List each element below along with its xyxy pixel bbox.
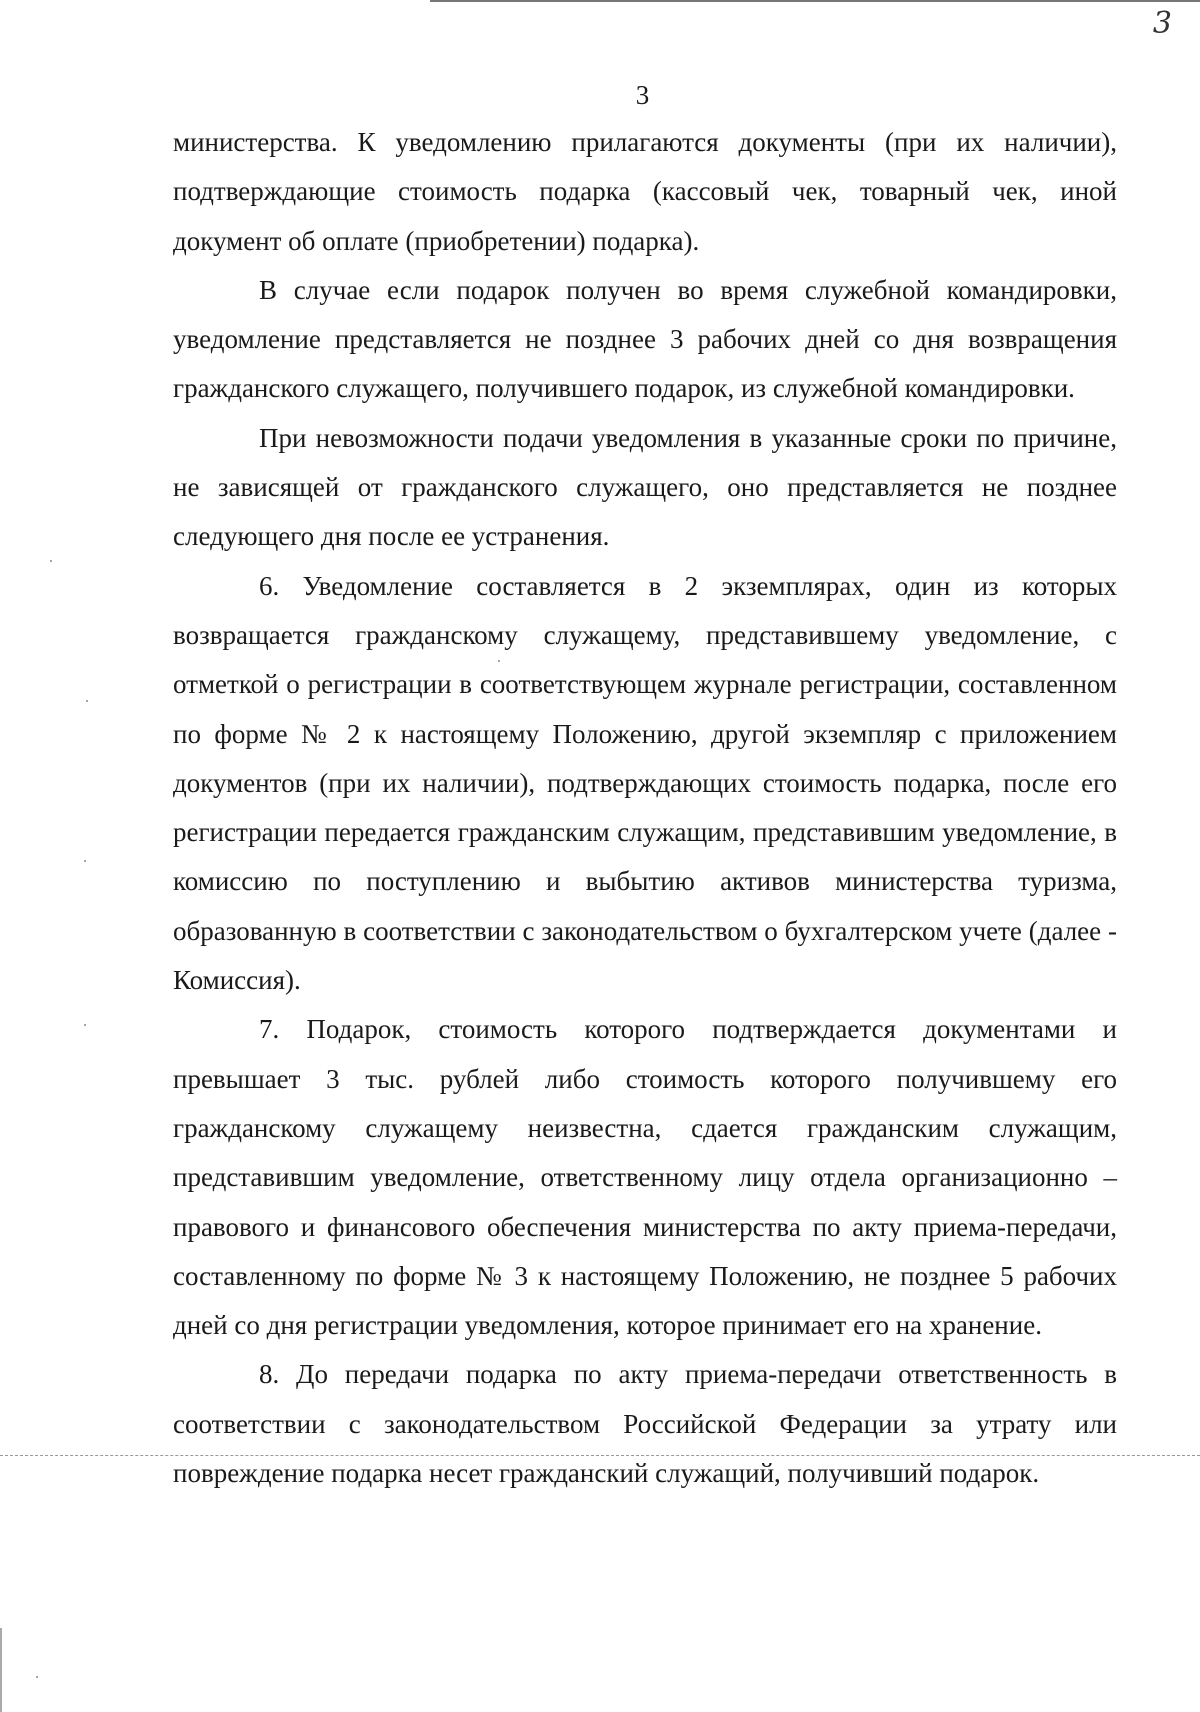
- scan-edge-mark: [0, 1628, 2, 1712]
- paragraph-item-7: 7. Подарок, стоимость которого подтверждается документами и превышает 3 тыс. рублей либо стоимость которого получившему его гражданскому служащему неизвестна, сдается гражданским служащим, представившим уведомление, ответственному лицу отдела организационно – правового и финансового обеспечения министерства по акту приема-передачи, составленному по форме № 3 к настоящему Положению, не позднее 5 рабочих дней со дня регистрации уведомления, которое принимает его на хранение.: [173, 1014, 1117, 1341]
- scan-artifact-dot: [50, 560, 52, 562]
- scan-artifact-dot: [36, 1676, 38, 1678]
- page-number: 3: [635, 80, 650, 110]
- scan-artifact-dot: [84, 1024, 86, 1026]
- paragraph-continuation: министерства. К уведомлению прилагаются документы (при их наличии), подтверждающие стоимость подарка (кассовый чек, товарный чек, иной документ об оплате (приобретении) подарка).: [173, 127, 1117, 256]
- scan-artifact-dot: [84, 860, 86, 862]
- scan-artifact-dot: [86, 700, 88, 702]
- document-body: [173, 118, 1117, 1498]
- scan-top-rule: [430, 0, 1200, 2]
- paragraph-business-trip: В случае если подарок получен во время служебной командировки, уведомление представляется не позднее 3 рабочих дней со дня возвращения гражданского служащего, получившего подарок, из служебной командировки.: [173, 274, 1117, 404]
- scan-artifact-dot: [498, 660, 500, 662]
- paragraph-item-6: 6. Уведомление составляется в 2 экземплярах, один из которых возвращается гражданскому служащему, представившему уведомление, с отметкой о регистрации в соответствующем журнале регистрации, составленном по форме № 2 к настоящему Положению, другой экземпляр с приложением документов (при их наличии), подтверждающих стоимость подарка, после его регистрации передается гражданским служащим, представившим уведомление, в комиссию по поступлению и выбытию активов министерства туризма, образованную в соответствии с законодательством о бухгалтерском учете (далее - Комиссия).: [173, 570, 1117, 996]
- handwritten-page-number: 3: [1152, 6, 1172, 41]
- paragraph-impossibility: При невозможности подачи уведомления в указанные сроки по причине, не зависящей от гражданского служащего, оно представляется не позднее следующего дня после ее устранения.: [173, 422, 1117, 552]
- scan-artifact-line: [0, 1455, 1200, 1456]
- paragraph-item-8: 8. До передачи подарка по акту приема-передачи ответственность в соответствии с законодательством Российской Федерации за утрату или повреждение подарка несет гражданский служащий, получивший подарок.: [173, 1359, 1117, 1489]
